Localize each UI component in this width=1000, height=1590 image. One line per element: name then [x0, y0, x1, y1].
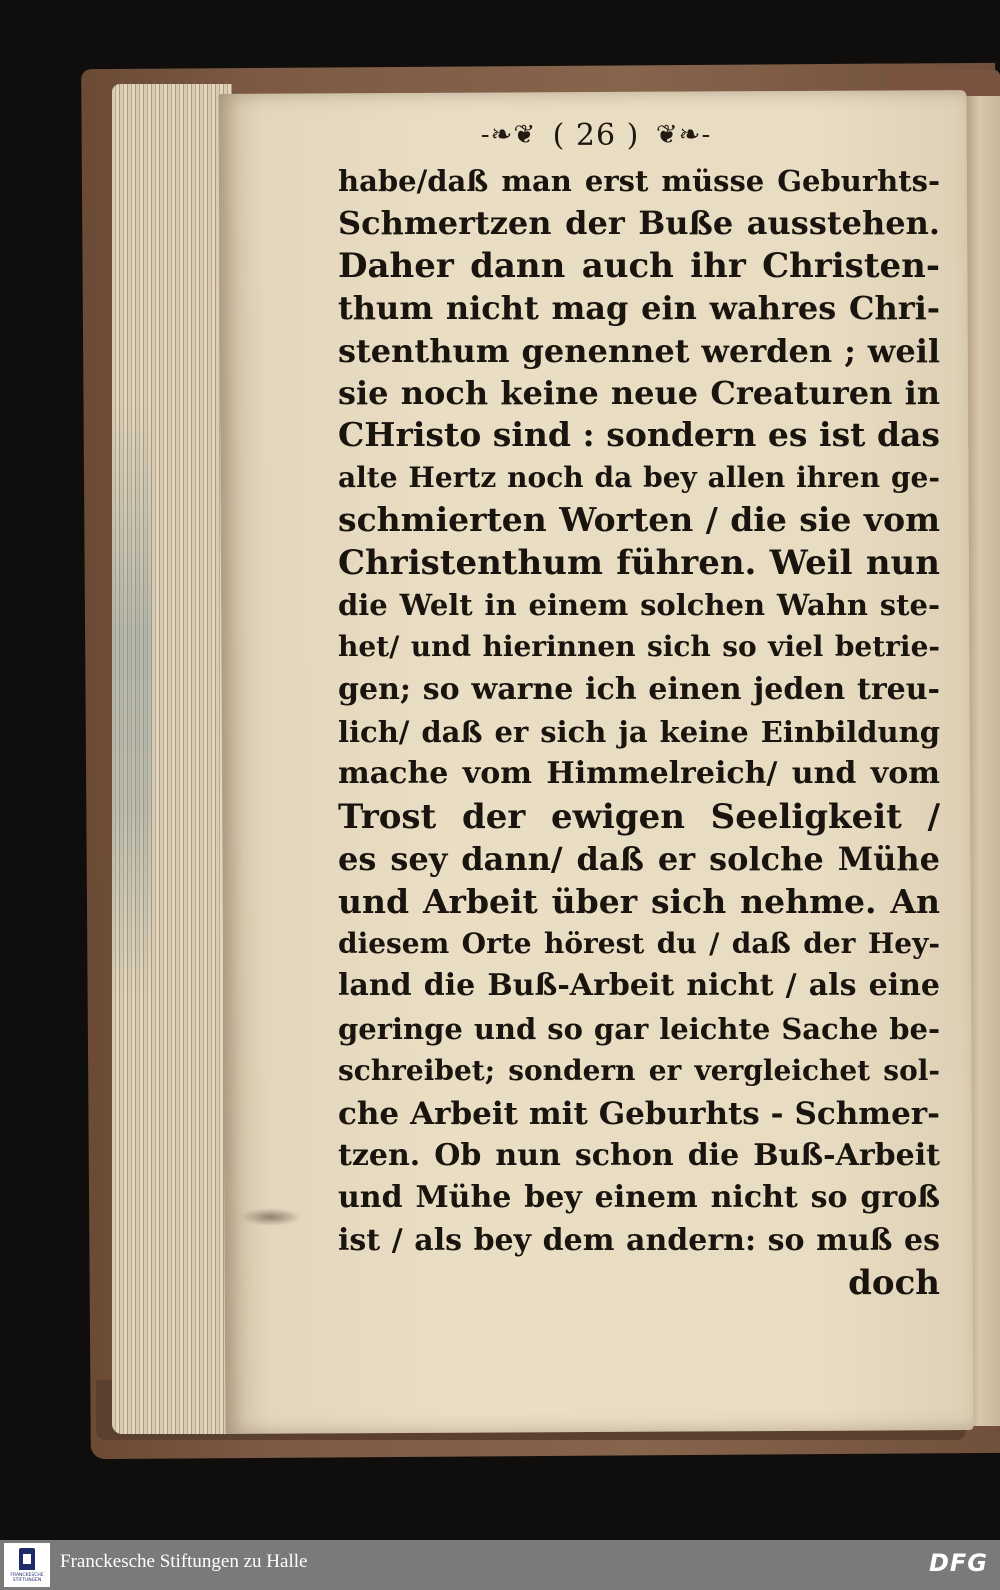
- text-line: land die Buß-Arbeit nicht / als eine: [338, 968, 940, 1004]
- text-line: habe/daß man erst müsse Geburhts-: [338, 164, 940, 198]
- text-line: die Welt in einem solchen Wahn ste-: [338, 587, 940, 622]
- text-line: het/ und hierinnen sich so viel betrie-: [338, 630, 940, 664]
- page-number: ( 26 ): [552, 117, 640, 153]
- body-text: [338, 160, 940, 1305]
- institution-name[interactable]: Franckesche Stiftungen zu Halle: [60, 1551, 308, 1572]
- text-line: und Mühe bey einem nicht so groß: [338, 1180, 940, 1216]
- text-line: es sey dann/ daß er solche Mühe: [338, 840, 940, 879]
- text-line: und Arbeit über sich nehme. An: [338, 881, 940, 921]
- text-line: sie noch keine neue Creaturen in: [338, 373, 940, 412]
- text-line: CHristo sind : sondern es ist das: [338, 415, 940, 455]
- ornament-left-icon: -❧❦: [480, 120, 537, 150]
- ornament-right-icon: ❦❧-: [655, 120, 712, 150]
- dfg-logo[interactable]: DFG: [928, 1549, 988, 1577]
- building-icon: [19, 1548, 35, 1570]
- text-line: Schmertzen der Buße ausstehen.: [338, 204, 940, 243]
- viewer-footer: [0, 1540, 1000, 1590]
- text-line: schmierten Worten / die sie vom: [338, 500, 940, 540]
- text-line: schreibet; sondern er vergleichet sol-: [338, 1054, 940, 1088]
- logo-caption: FRANCKESCHE STIFTUNGEN: [10, 1573, 44, 1583]
- ink-smudge: [240, 1208, 302, 1226]
- text-line: geringe und so gar leichte Sache be-: [338, 1011, 940, 1046]
- text-line: thum nicht mag ein wahres Chri-: [338, 289, 940, 328]
- text-line: tzen. Ob nun schon die Buß-Arbeit: [338, 1137, 940, 1173]
- page-header: [222, 116, 970, 153]
- text-line: stenthum genennet werden ; weil: [338, 331, 940, 370]
- text-line: Christenthum führen. Weil nun: [338, 542, 940, 583]
- text-line: Daher dann auch ihr Christen-: [338, 245, 940, 286]
- page-edge-stain: [112, 400, 152, 1000]
- text-line: mache vom Himmelreich/ und vom: [338, 756, 940, 792]
- text-line: che Arbeit mit Geburhts - Schmer-: [338, 1095, 940, 1132]
- text-line: lich/ daß er sich ja keine Einbildung: [338, 715, 940, 750]
- text-line: Trost der ewigen Seeligkeit /: [338, 796, 940, 837]
- text-line: diesem Orte hörest du / daß der Hey-: [338, 927, 940, 961]
- text-line: ist / als bey dem andern: so muß es: [338, 1222, 940, 1258]
- text-line: alte Hertz noch da bey allen ihren ge-: [338, 460, 940, 494]
- text-line: gen; so warne ich einen jeden treu-: [338, 671, 940, 707]
- institution-logo[interactable]: [4, 1543, 50, 1587]
- catchword: doch: [848, 1263, 940, 1304]
